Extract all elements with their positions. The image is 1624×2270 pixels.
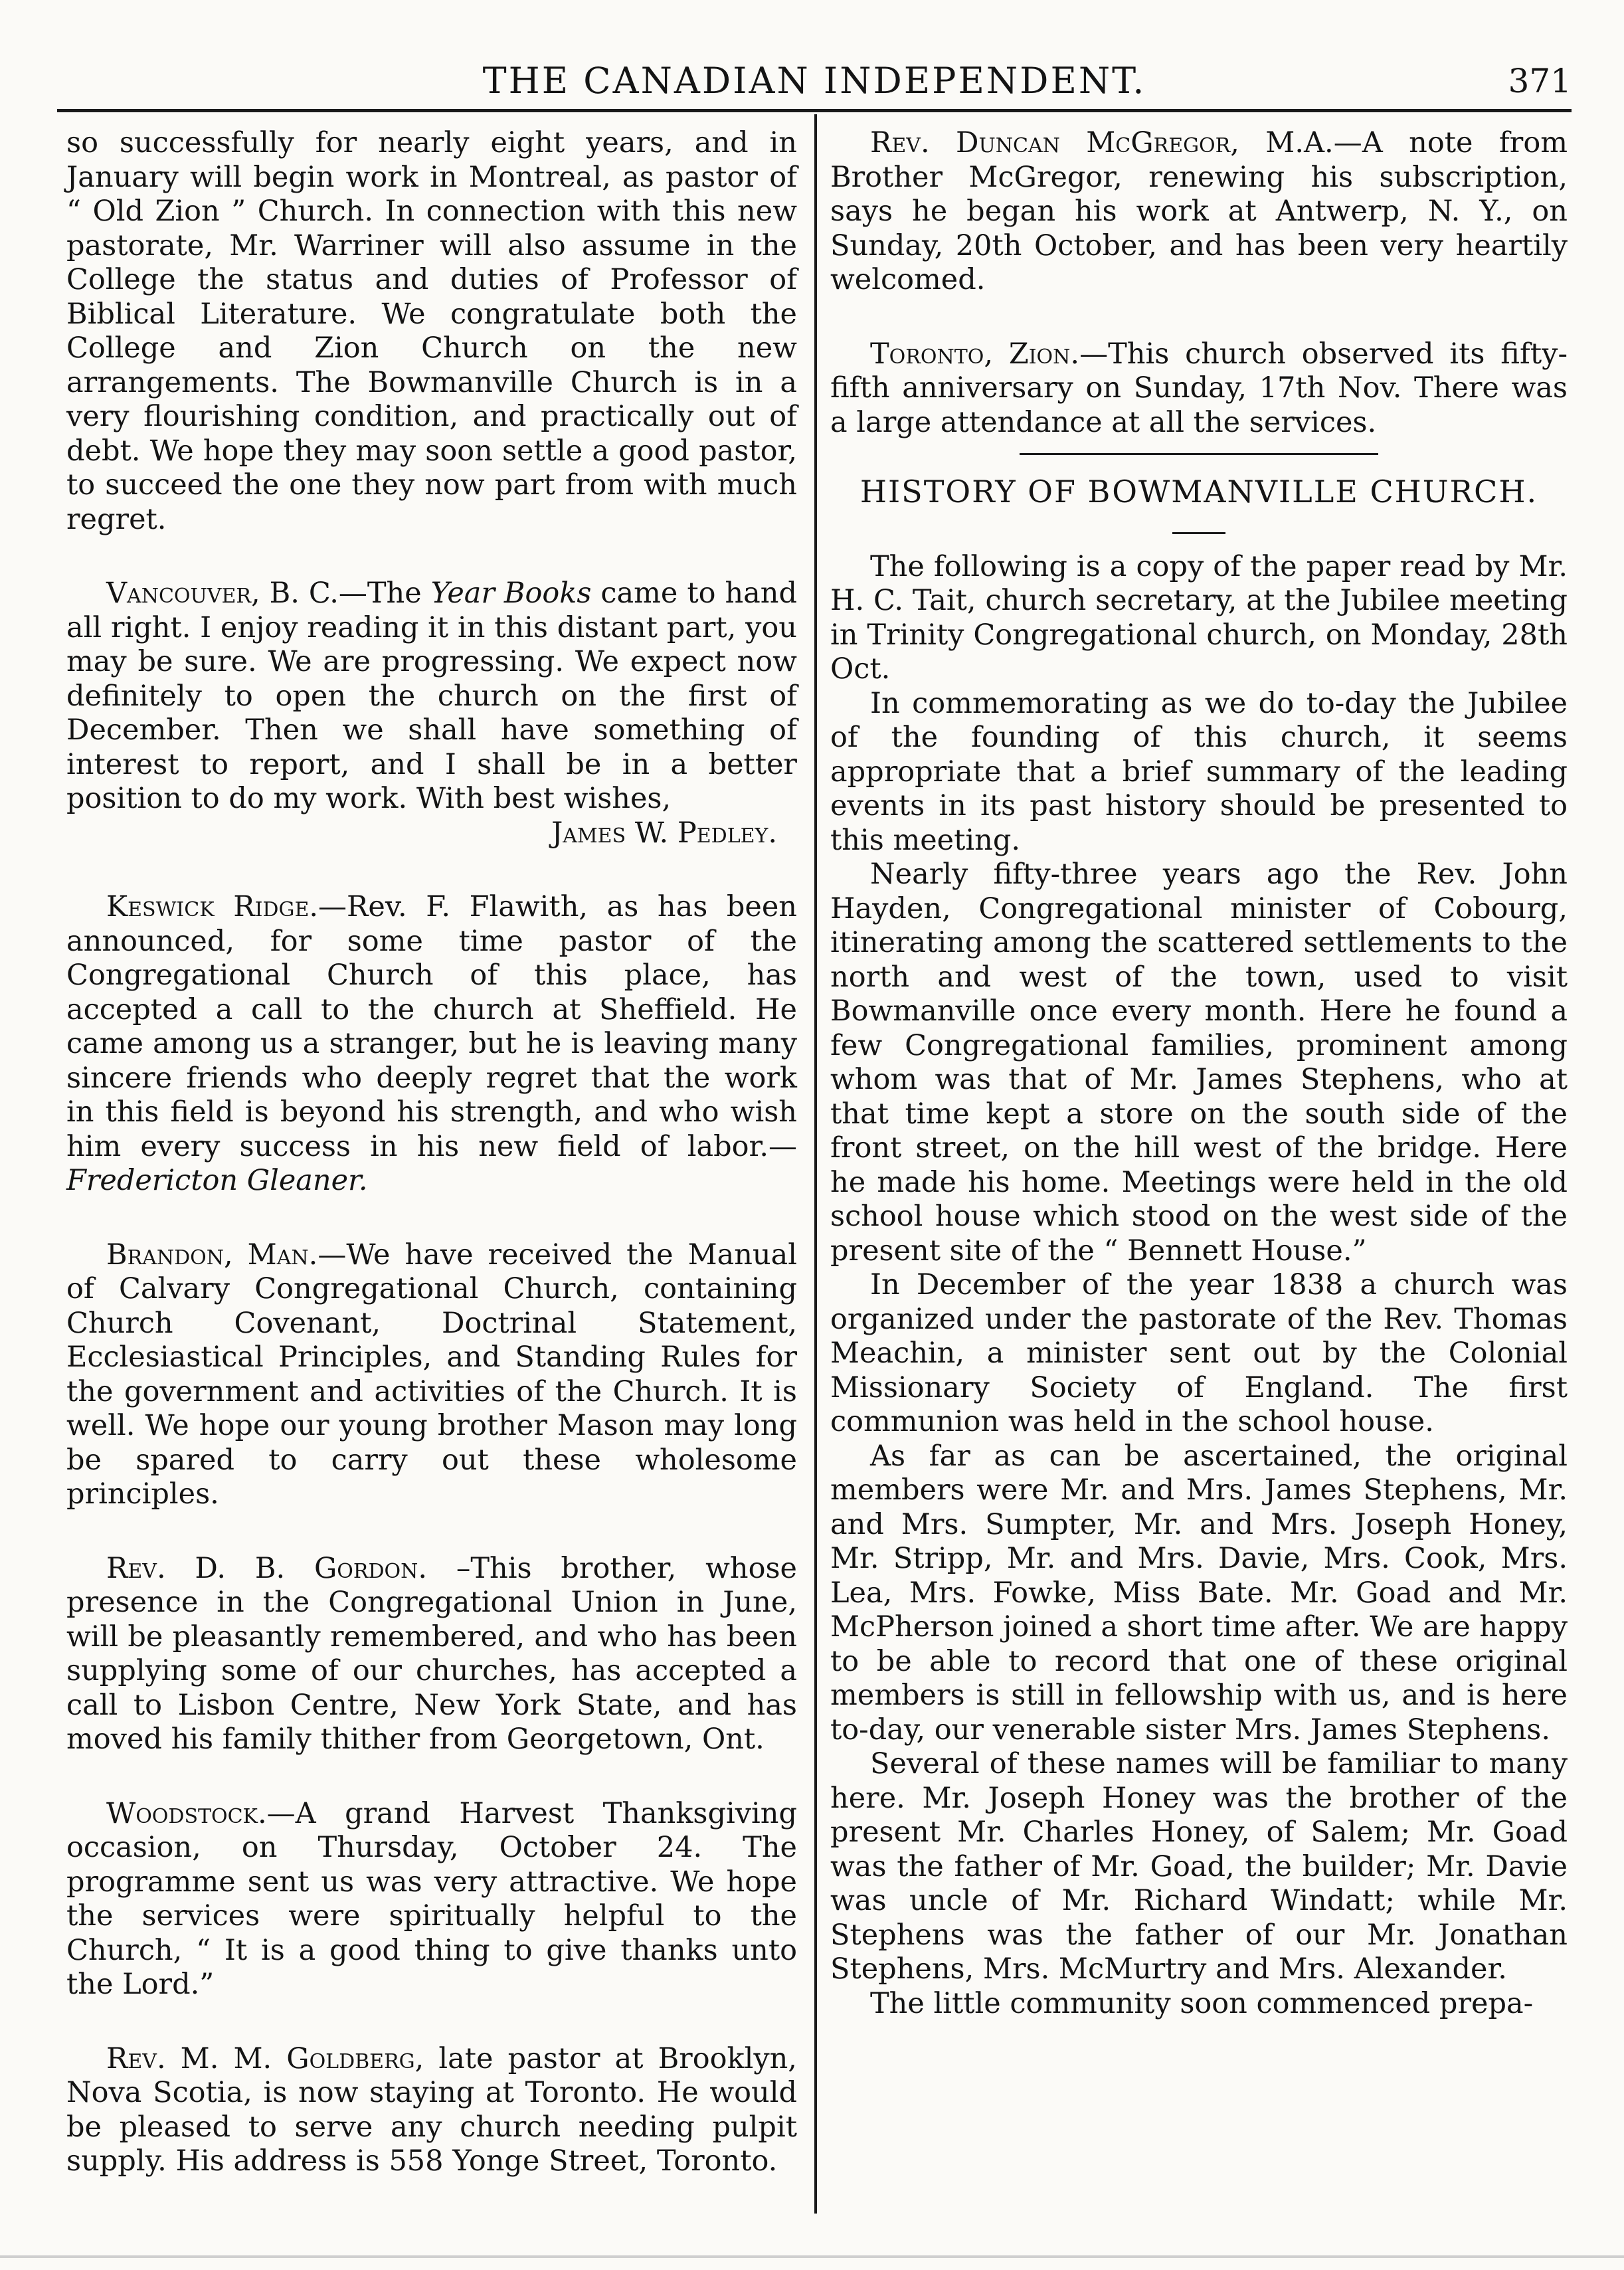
article-heading: Keswick Ridge.: [106, 890, 319, 923]
article-text-part: —We have received the Manual of Calvary Congregational Church, containing Church Covenant, Doctrinal Statement, Ecclesiastical Principles, and Standing Rules for the government and activities of the Church. It is well. We hope our young brother Mason may long be spared to carry out these wholesome principles.: [66, 1238, 798, 1511]
article-heading: Rev. M. M. Goldberg,: [106, 2041, 424, 2075]
article-gordon: [66, 1552, 797, 1757]
header-rule: [57, 109, 1572, 112]
section-rule: [1020, 453, 1378, 455]
title-underline: [1172, 532, 1225, 534]
page-header: [57, 54, 1572, 108]
article-italic: Year Books: [430, 577, 592, 610]
article-text-part: –This brother, whose presence in the Congregational Union in June, will be pleasantly remembered, and who has been supplying some of our churches, has accepted a call to Lisbon Centre, New York State, and has moved his family thither from Georgetown, Ont.: [66, 1551, 797, 1756]
article-text: [66, 1797, 797, 2002]
article-text-part: —The: [338, 577, 431, 610]
article-text: so successfully for nearly eight years, and in January will begin work in Montreal, as pastor of “ Old Zion ” Church. In connection with this new pastorate, Mr. Warriner will also assume in the College the status and duties of Professor of Biblical Literature. We congratulate both the College and Zion Church on the new arrangements. The Bowmanville Church is in a very flourishing condition, and practically out of debt. We hope they may soon settle a good pastor, to succeed the one they now part from with much regret.: [66, 126, 797, 536]
right-column: [830, 126, 1568, 2021]
article-heading: Rev. D. B. Gordon.: [106, 1551, 428, 1585]
column-divider: [814, 114, 817, 2214]
article-vancouver: [66, 577, 797, 850]
article-text-part: came to hand all right. I enjoy reading it in this distant part, you may be sure. We are progressing. We expect now definitely to open the church on the first of December. Then we shall have something of interest to report, and I shall be in a better position to do my work. With best wishes,: [66, 577, 797, 815]
article-text-part: —This church observed its fifty-fifth anniversary on Sunday, 17th Nov. There was a large attendance at all the services.: [830, 337, 1568, 439]
history-paragraph: The following is a copy of the paper read by Mr. H. C. Tait, church secretary, at the Jubilee meeting in Trinity Congregational church, on Monday, 28th Oct.: [830, 549, 1568, 686]
article-text: [66, 1552, 797, 1757]
article-mcgregor: [830, 126, 1568, 298]
article-text: [830, 126, 1568, 298]
history-paragraph: In commemorating as we do to-day the Jubilee of the founding of this church, it seems appropriate that a brief summary of the leading events in its past history should be presented to this meeting.: [830, 686, 1568, 857]
article-text: [830, 337, 1568, 440]
article-keswick: [66, 890, 797, 1198]
article-text: [66, 2042, 797, 2179]
article-brandon: [66, 1238, 797, 1512]
article-source: Fredericton Gleaner.: [66, 1164, 368, 1197]
history-paragraph: As far as can be ascertained, the original members were Mr. and Mrs. James Stephens, Mr. and Mrs. Sumpter, Mr. and Mrs. Joseph Honey, Mr. Stripp, Mr. and Mrs. Davie, Mrs. Cook, Mrs. Lea, Mrs. Fowke, Miss Bate. Mr. Goad and Mr. McPherson joined a short time after. We are happy to be able to record that one of these original members is still in fellowship with us, and is here to-day, our venerable sister Mrs. James Stephens.: [830, 1439, 1568, 1747]
article-toronto-zion: [830, 337, 1568, 440]
article-text-part: late pastor at Brooklyn, Nova Scotia, is now staying at Toronto. He would be pleased to serve any church needing pulpit supply. His address is 558 Yonge Street, Toronto.: [66, 2041, 797, 2178]
history-paragraph: Nearly fifty-three years ago the Rev. John Hayden, Congregational minister of Cobourg, itinerating among the scattered settlements to the north and west of the town, used to visit Bowmanville once every month. Here he found a few Congregational families, prominent among whom was that of Mr. James Stephens, who at that time kept a store on the south side of the front street, on the hill west of the bridge. Here he made his home. Meetings were held in the old school house which stood on the west side of the present site of the “ Bennett House.”: [830, 858, 1568, 1268]
history-paragraph: In December of the year 1838 a church was organized under the pastorate of the Rev. Thomas Meachin, a minister sent out by the Colonial Missionary Society of England. The first communion was held in the school house.: [830, 1268, 1568, 1438]
bottom-edge: [0, 2255, 1624, 2258]
article-text-part: —A grand Harvest Thanksgiving occasion, on Thursday, October 24. The programme sent us was very attractive. We hope the services were spiritually helpful to the Church, “ It is a good thing to give thanks unto the Lord.”: [66, 1796, 797, 2001]
left-column: [66, 126, 797, 2219]
article-heading: Woodstock.: [106, 1796, 267, 1830]
article-text-part: —Rev. F. Flawith, as has been announced, for some time pastor of the Congregational Church of this place, has accepted a call to the church at Sheffield. He came among us a stranger, but he is leaving many sincere friends who deeply regret that the work in this field is beyond his strength, and who wish him every success in his new field of labor.—: [66, 890, 797, 1163]
history-paragraph: Several of these names will be familiar to many here. Mr. Joseph Honey was the brother of the present Mr. Charles Honey, of Salem; Mr. Goad was the father of Mr. Goad, the builder; Mr. Davie was uncle of Mr. Richard Windatt; while Mr. Stephens was the father of our Mr. Jonathan Stephens, Mrs. McMurtry and Mrs. Alexander.: [830, 1747, 1568, 1986]
history-paragraph: The little community soon commenced prepa-: [870, 1986, 1534, 2020]
article-warriner-continued: [66, 126, 797, 537]
article-heading: Vancouver, B. C.: [106, 577, 339, 610]
article-text: [66, 577, 797, 816]
article-heading: Rev. Duncan McGregor, M.A.: [870, 126, 1334, 159]
article-signature: James W. Pedley.: [551, 816, 777, 850]
article-text: [66, 1238, 797, 1512]
article-woodstock: [66, 1797, 797, 2002]
article-heading: Toronto, Zion.: [870, 337, 1080, 371]
article-goldberg: [66, 2042, 797, 2179]
article-heading: Brandon, Man.: [106, 1238, 318, 1272]
section-title: HISTORY OF BOWMANVILLE CHURCH.: [859, 474, 1538, 510]
article-text-part: —A note from Brother McGregor, renewing his subscription, says he began his work at Antwerp, N. Y., on Sunday, 20th October, and has been very heartily welcomed.: [830, 126, 1568, 296]
running-title: THE CANADIAN INDEPENDENT.: [482, 60, 1146, 102]
article-history: [830, 550, 1568, 2022]
article-text: [66, 890, 797, 1198]
page-number: 371: [1508, 62, 1572, 100]
